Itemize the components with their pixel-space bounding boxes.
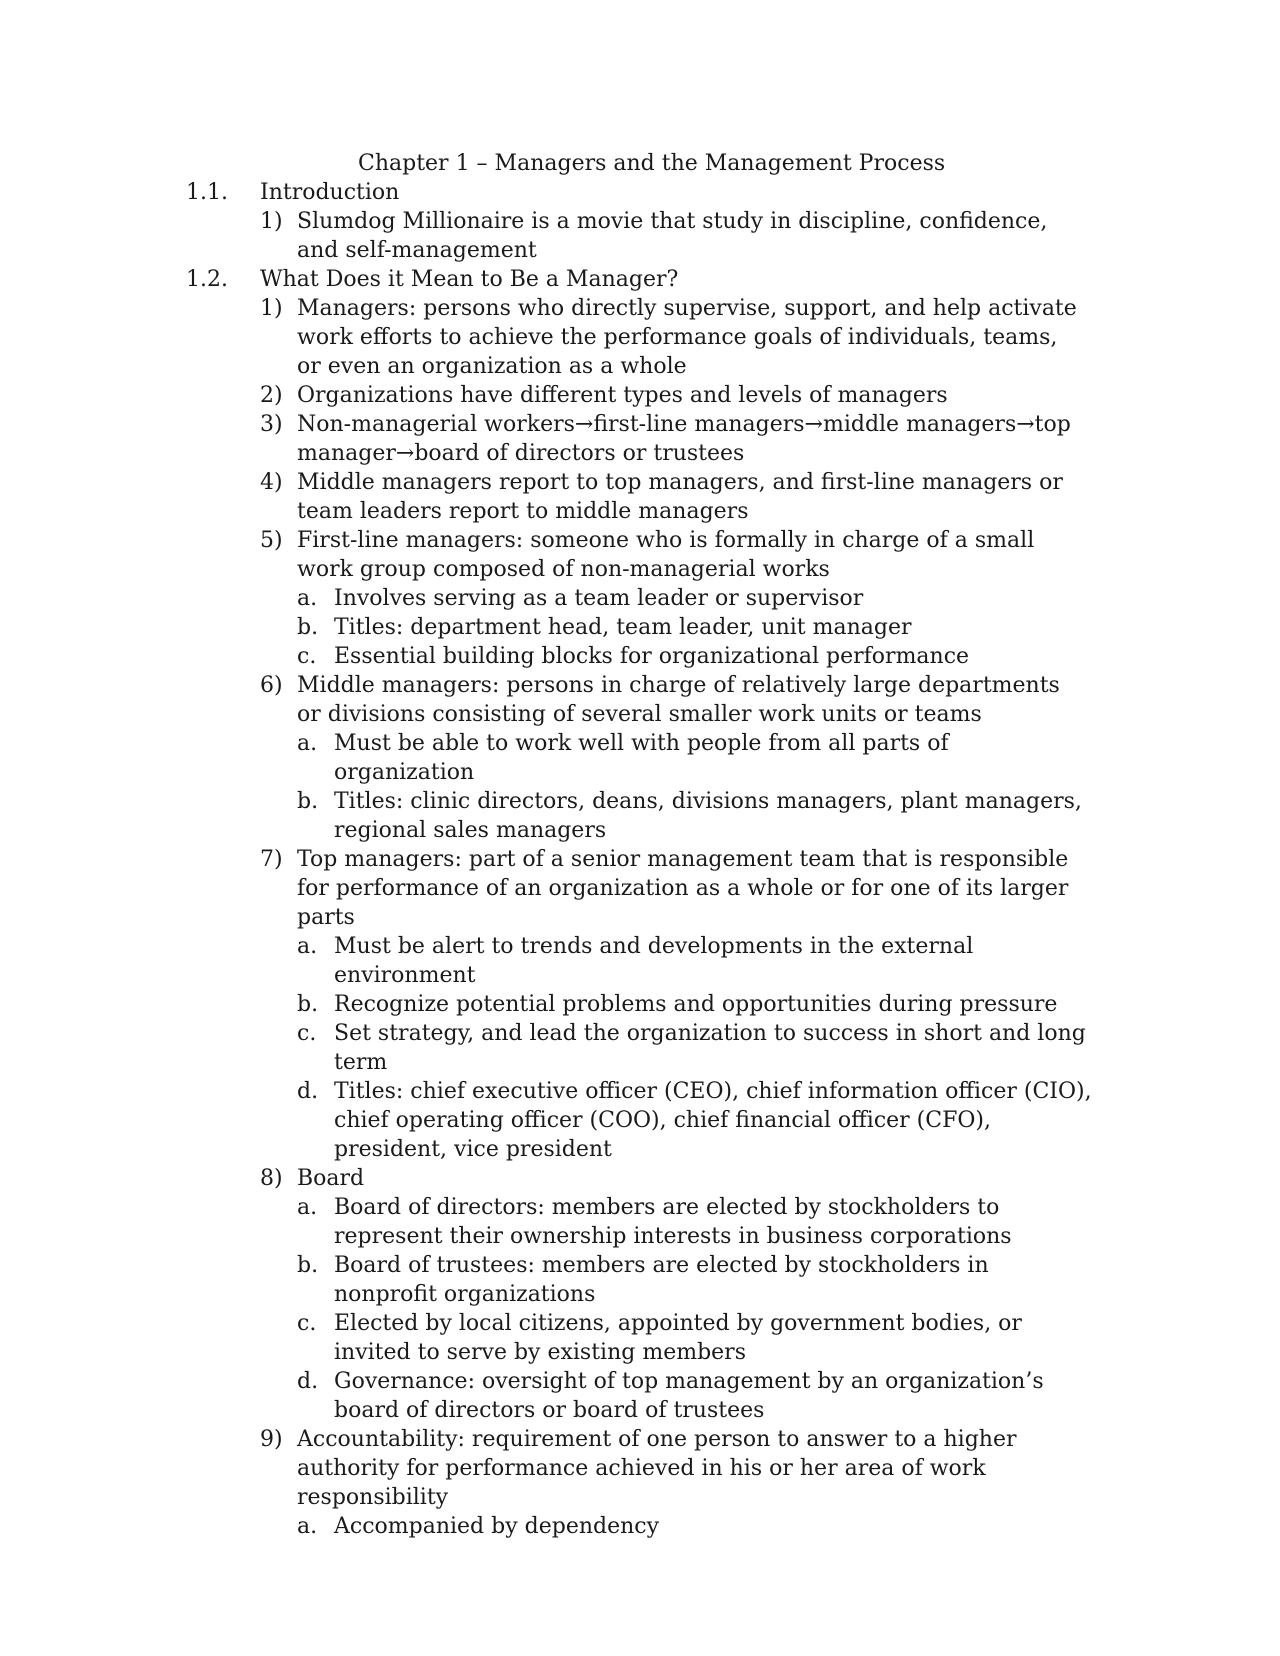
list-item	[0, 1425, 1280, 1512]
list-item	[0, 468, 1280, 526]
sub-list-item	[0, 642, 1280, 671]
sub-list-item-letter: c.	[297, 644, 317, 669]
outline	[0, 178, 1280, 1541]
list-item	[0, 1164, 1280, 1193]
list-item-text: Non-managerial workers→first-line managers→middle managers→top manager→board of directors or trustees	[297, 412, 1071, 466]
sub-list-item	[0, 1193, 1280, 1251]
list-item-text: Slumdog Millionaire is a movie that study in discipline, confidence, and self-management	[297, 209, 1048, 263]
sub-list-item	[0, 1309, 1280, 1367]
sub-list-item-letter: a.	[297, 1514, 318, 1539]
list-item-text: Board	[297, 1166, 365, 1191]
list-item	[0, 671, 1280, 729]
sub-list-item	[0, 584, 1280, 613]
section-title: What Does it Mean to Be a Manager?	[260, 267, 679, 292]
list-item	[0, 526, 1280, 584]
sub-list-item-text: Recognize potential problems and opportunities during pressure	[334, 992, 1058, 1017]
list-item	[0, 845, 1280, 932]
list-item-number: 5)	[260, 528, 283, 553]
sub-list-item-letter: c.	[297, 1311, 317, 1336]
list-item-text: Middle managers report to top managers, and first-line managers or team leaders report to middle managers	[297, 470, 1063, 524]
list-item	[0, 207, 1280, 265]
sub-list-item-letter: b.	[297, 992, 319, 1017]
sub-list-item-text: Must be alert to trends and developments in the external environment	[334, 934, 974, 988]
list-item-text: Middle managers: persons in charge of relatively large departments or divisions consisting of several smaller work units or teams	[297, 673, 1060, 727]
list-item-number: 8)	[260, 1166, 283, 1191]
sub-list-item-letter: b.	[297, 1253, 319, 1278]
page-title: Chapter 1 – Managers and the Management Process	[358, 151, 946, 176]
sub-list-item-letter: a.	[297, 934, 318, 959]
sub-list-item	[0, 932, 1280, 990]
list-item-text: Managers: persons who directly supervise, support, and help activate work efforts to achieve the performance goals of individuals, teams, or even an organization as a whole	[297, 296, 1077, 379]
sub-list-item-letter: a.	[297, 1195, 318, 1220]
section-number: 1.1.	[186, 180, 228, 205]
sub-list-item-letter: b.	[297, 789, 319, 814]
list-item-text: First-line managers: someone who is formally in charge of a small work group composed of non-managerial works	[297, 528, 1035, 582]
sub-list-item-letter: d.	[297, 1079, 319, 1104]
sub-list-item-letter: d.	[297, 1369, 319, 1394]
sub-list-item	[0, 990, 1280, 1019]
list-item-number: 1)	[260, 296, 283, 321]
section-number: 1.2.	[186, 267, 228, 292]
section-heading	[0, 265, 1280, 294]
sub-list-item-letter: a.	[297, 731, 318, 756]
sub-list-item-text: Board of directors: members are elected by stockholders to represent their ownership interests in business corporations	[334, 1195, 1012, 1249]
list-item-number: 9)	[260, 1427, 283, 1452]
sub-list-item-text: Must be able to work well with people from all parts of organization	[334, 731, 949, 785]
sub-list-item-letter: a.	[297, 586, 318, 611]
sub-list-item-text: Accompanied by dependency	[334, 1514, 660, 1539]
section-heading	[0, 178, 1280, 207]
sub-list-item	[0, 1367, 1280, 1425]
section-title: Introduction	[260, 180, 400, 205]
list-item	[0, 381, 1280, 410]
sub-list-item-text: Involves serving as a team leader or supervisor	[334, 586, 864, 611]
sub-list-item	[0, 1512, 1280, 1541]
sub-list-item-text: Essential building blocks for organizational performance	[334, 644, 970, 669]
list-item-number: 3)	[260, 412, 283, 437]
list-item-number: 4)	[260, 470, 283, 495]
sub-list-item	[0, 1077, 1280, 1164]
sub-list-item	[0, 1251, 1280, 1309]
list-item-text: Accountability: requirement of one person to answer to a higher authority for performance achieved in his or her area of work responsibility	[297, 1427, 1017, 1510]
sub-list-item-text: Board of trustees: members are elected by stockholders in nonprofit organizations	[334, 1253, 989, 1307]
sub-list-item-letter: c.	[297, 1021, 317, 1046]
sub-list-item-letter: b.	[297, 615, 319, 640]
sub-list-item-text: Titles: department head, team leader, unit manager	[334, 615, 912, 640]
list-item-text: Organizations have different types and levels of managers	[297, 383, 948, 408]
sub-list-item	[0, 613, 1280, 642]
sub-list-item-text: Titles: chief executive officer (CEO), chief information officer (CIO), chief operating officer (COO), chief financial officer (CFO), president, vice president	[334, 1079, 1092, 1162]
sub-list-item-text: Set strategy, and lead the organization to success in short and long term	[334, 1021, 1086, 1075]
list-item-number: 1)	[260, 209, 283, 234]
sub-list-item	[0, 1019, 1280, 1077]
sub-list-item	[0, 729, 1280, 787]
list-item-number: 2)	[260, 383, 283, 408]
list-item-text: Top managers: part of a senior management team that is responsible for performance of an organization as a whole or for one of its larger parts	[297, 847, 1069, 930]
list-item-number: 6)	[260, 673, 283, 698]
sub-list-item-text: Titles: clinic directors, deans, divisions managers, plant managers, regional sales managers	[334, 789, 1082, 843]
sub-list-item	[0, 787, 1280, 845]
sub-list-item-text: Elected by local citizens, appointed by government bodies, or invited to serve by existing members	[334, 1311, 1022, 1365]
list-item	[0, 294, 1280, 381]
list-item-number: 7)	[260, 847, 283, 872]
sub-list-item-text: Governance: oversight of top management by an organization’s board of directors or board of trustees	[334, 1369, 1044, 1423]
list-item	[0, 410, 1280, 468]
